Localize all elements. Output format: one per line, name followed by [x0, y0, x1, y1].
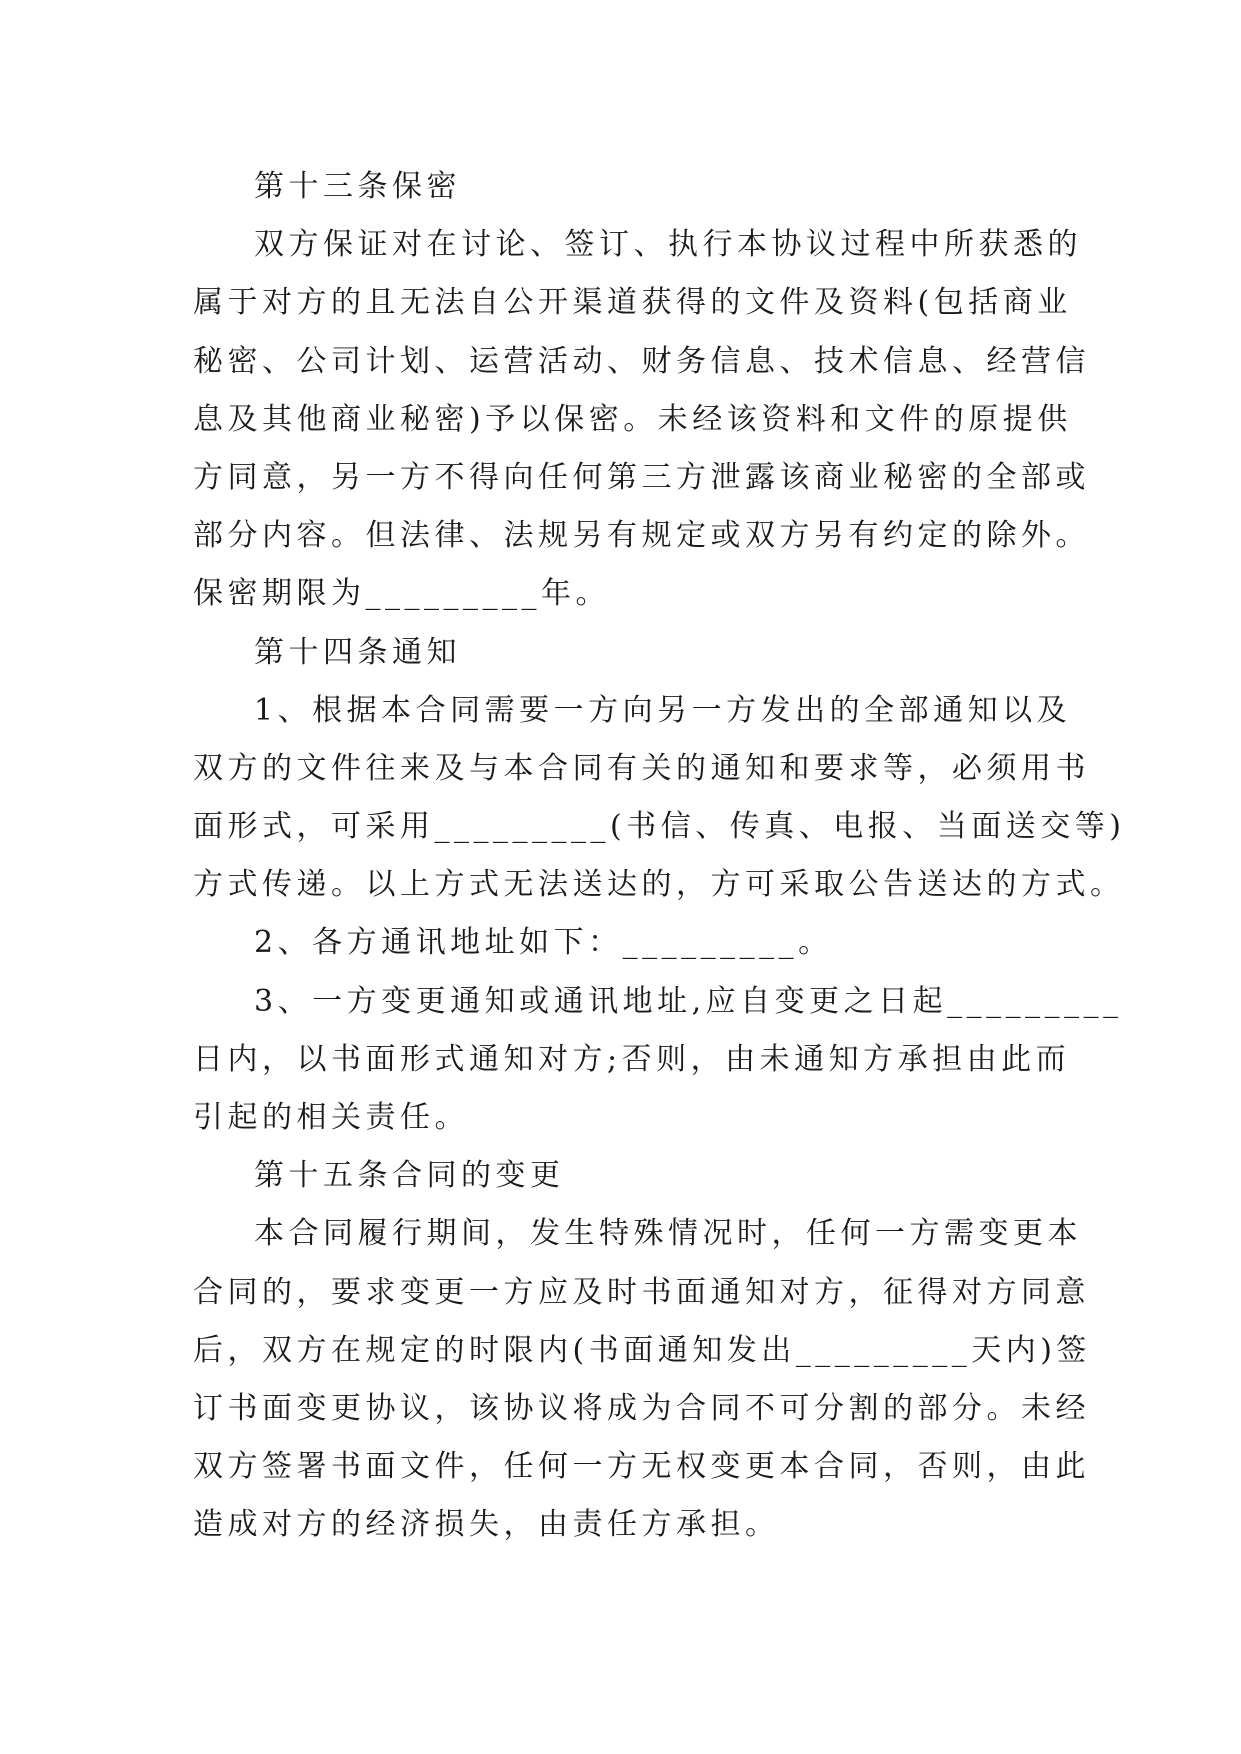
- article-15-paragraph-line: 双方签署书面文件，任何一方无权变更本合同，否则，由此: [193, 1449, 1090, 1485]
- article-15-paragraph-line: 后，双方在规定的时限内(书面通知发出_________天内)签: [193, 1332, 1091, 1368]
- article-14-item-1-line: 方式传递。以上方式无法送达的，方可采取公告送达的方式。: [193, 867, 1125, 903]
- article-13-paragraph-line: 属于对方的且无法自公开渠道获得的文件及资料(包括商业: [193, 285, 1072, 321]
- article-15-paragraph-line: 造成对方的经济损失，由责任方承担。: [193, 1507, 780, 1543]
- article-13-paragraph-line: 息及其他商业秘密)予以保密。未经该资料和文件的原提供: [193, 401, 1072, 437]
- article-15-paragraph-line: 订书面变更协议，该协议将成为合同不可分割的部分。未经: [193, 1390, 1090, 1426]
- article-13-paragraph-line: 部分内容。但法律、法规另有规定或双方另有约定的除外。: [193, 518, 1090, 554]
- article-13-paragraph-line: 双方保证对在讨论、签订、执行本协议过程中所获悉的: [254, 227, 1082, 263]
- article-13-paragraph-line: 秘密、公司计划、运营活动、财务信息、技术信息、经营信: [193, 343, 1090, 379]
- article-14-item-1-line: 双方的文件往来及与本合同有关的通知和要求等，必须用书: [193, 750, 1090, 786]
- article-15-paragraph-line: 合同的，要求变更一方应及时书面通知对方，征得对方同意: [193, 1274, 1090, 1310]
- article-15-paragraph-line: 本合同履行期间，发生特殊情况时，任何一方需变更本: [254, 1216, 1082, 1252]
- contract-text: [193, 158, 1126, 1555]
- article-13-paragraph-line: 方同意，另一方不得向任何第三方泄露该商业秘密的全部或: [193, 459, 1090, 495]
- article-14-item-3-line: 引起的相关责任。: [193, 1100, 469, 1135]
- article-14-item-1-line: 1、根据本合同需要一方向另一方发出的全部通知以及: [254, 692, 1072, 728]
- article-14-item-3-line: 3、一方变更通知或通讯地址,应自变更之日起_________: [254, 983, 1123, 1019]
- article-15-heading: 第十五条合同的变更: [254, 1158, 565, 1194]
- article-14-item-2-line: 2、各方通讯地址如下：_________。: [254, 925, 833, 961]
- article-14-heading: 第十四条通知: [254, 634, 461, 670]
- article-14-item-3-line: 日内，以书面形式通知对方;否则，由未通知方承担由此而: [193, 1041, 1071, 1077]
- article-14-item-1-line: 面形式，可采用_________(书信、传真、电报、当面送交等): [193, 809, 1126, 845]
- article-13-heading: 第十三条保密: [254, 169, 461, 204]
- confidentiality-term-line: 保密期限为_________年。: [193, 576, 610, 612]
